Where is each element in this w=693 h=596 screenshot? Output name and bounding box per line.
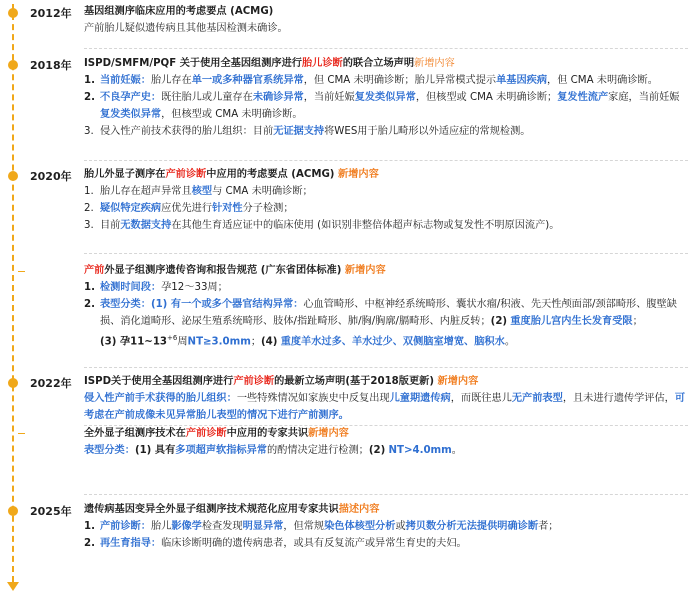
text-segment: 的酌情决定进行检测； [266, 445, 369, 456]
tag-new: 新增内容 [338, 169, 379, 180]
text-segment: 检测时间段： [100, 282, 162, 293]
text-segment: 胎儿诊断 [301, 58, 343, 69]
entry-expert-consensus [84, 425, 688, 459]
divider [84, 48, 688, 49]
text-segment: (3) 孕11~13 [100, 336, 168, 348]
timeline-arrow-icon [7, 582, 19, 591]
timeline-tick [18, 433, 25, 434]
list-item [84, 535, 688, 552]
text-segment: ，当前妊娠 [303, 92, 355, 103]
entry-text: 产前胎儿疑似遗传病且其他基因检测未确诊。 [84, 23, 288, 34]
text-segment: ，而既往患儿 [450, 393, 512, 404]
text-segment: (2) [368, 445, 386, 456]
entry-title [84, 425, 688, 442]
text-segment: 目前 [100, 220, 121, 231]
entry-text [84, 442, 688, 459]
text-segment: 可考虑在产前成像未见异常胎儿表型的情况下进行产前测序。 [84, 393, 686, 421]
text-segment: 表型分类： [100, 299, 151, 310]
text-segment: 一些特殊情况如家族史中反复出现 [236, 393, 390, 404]
entry-title [84, 55, 688, 72]
text-segment: 1. [84, 282, 95, 293]
text-segment: 1. [84, 521, 95, 532]
text-segment: 。 [504, 336, 515, 348]
text-segment: 胎儿存在 [150, 75, 192, 86]
tag-new: 新增内容 [344, 265, 386, 276]
text-segment: 产前诊断 [165, 169, 207, 180]
year-label: 2025年 [30, 505, 72, 518]
entry-title [84, 262, 688, 279]
list-item [84, 279, 688, 296]
list-item [84, 217, 688, 234]
text-segment: 临床诊断明确的遗传病患者，或具有反复流产或异常生育史的夫妇。 [161, 538, 467, 549]
year-label: 2018年 [30, 59, 72, 72]
text-segment: 的最新立场声明(基于2018版更新) [274, 376, 434, 387]
text-segment: ，但核型或 CMA 未明确诊断。 [161, 109, 303, 120]
text-segment: 2. [84, 299, 95, 310]
text-segment: 复发性流产 [557, 92, 609, 103]
text-segment: ，但 CMA 未明确诊断。 [547, 75, 658, 86]
text-segment: ； [250, 336, 262, 348]
text-segment: 3. [84, 126, 94, 137]
text-segment: 分子检测； [242, 203, 294, 214]
timeline-dot [8, 60, 18, 70]
text-segment: 全外显子组测序技术在 [84, 428, 186, 439]
list-item [84, 518, 688, 535]
text-segment: ISPD/SMFM/PQF 关于使用全基因组测序进行 [84, 58, 302, 69]
text-segment: 中应用的考虑要点 (ACMG) [206, 169, 335, 180]
text-segment: 外显子组测序遗传咨询和报告规范 (广东省团体标准) [104, 265, 342, 276]
text-segment: (1) 具有 [134, 445, 176, 456]
tag-describe: 描述内容 [338, 504, 380, 515]
entry-title [84, 373, 688, 390]
text-segment: 在其他生育适应证中的临床使用 (如识别非整倍体超声标志物或复发性不明原因流产)。 [171, 220, 560, 231]
list-item [84, 89, 688, 123]
text-segment: 产前 [84, 265, 105, 276]
text-segment: 应优先进行 [161, 203, 213, 214]
text-segment: 家庭，当前妊娠 [608, 92, 680, 103]
text-segment: (1) 有一个或多个器官结构异常： [150, 299, 304, 310]
text-segment: 复发类似异常 [100, 109, 162, 120]
entry-guangdong [84, 262, 688, 350]
list-item [84, 183, 688, 200]
text-segment: ISPD关于使用全基因组测序进行 [84, 376, 234, 387]
text-segment: ，且未进行遗传学评估， [562, 393, 675, 404]
text-segment: 复发类似异常 [354, 92, 416, 103]
list-item: 2. 表型分类：(1) 有一个或多个器官结构异常：心血管畸形、中枢神经系统畸形、囊状水瘤/积液、先天性颅面部/颈部畸形、腹壁缺损、消化道畸形、泌尿生殖系统畸形、肢体/指趾畸形、肺/胸/胸廓/膈畸形、内脏反转；(2) 重度胎儿宫内生长发育受限； (3) 孕$11\sim 13^{+6}$周NT≥3.0mm；(4) 重度羊水过多、羊水过少、双侧脑室增宽、脑积水。 [84, 296, 688, 350]
timeline-dot [8, 8, 18, 18]
text-segment: 胎儿外显子测序在 [84, 169, 166, 180]
entry-title [84, 166, 688, 183]
timeline-dot [8, 378, 18, 388]
text-segment: 产前诊断： [100, 521, 151, 532]
list-item [84, 123, 688, 140]
entry-2018 [84, 55, 688, 140]
text-segment: 检查发现 [201, 521, 243, 532]
timeline-tick [18, 271, 25, 272]
text-segment: 者； [538, 521, 559, 532]
text-segment: 2. [84, 92, 95, 103]
text-segment: 再生育指导： [100, 538, 162, 549]
timeline-line [12, 4, 14, 582]
text-segment: 胎儿存在超声异常且 [100, 186, 192, 197]
divider [84, 367, 688, 368]
text-segment: 重度羊水过多、羊水过少、双侧脑室增宽、脑积水 [280, 336, 505, 348]
text-segment: (4) [261, 336, 278, 348]
text-segment: 将WES用于胎儿畸形以外适应症的常规检测。 [324, 126, 531, 137]
list-item [84, 72, 688, 89]
text-segment: 孕12～33周； [161, 282, 228, 293]
text-segment: 周 [177, 336, 188, 348]
text-segment: 侵入性产前技术获得的胎儿组织：目前 [100, 126, 274, 137]
text-segment: 1. [84, 75, 95, 86]
text-segment: NT>4.0mm [388, 445, 452, 456]
text-segment: 疑似特定疾病 [100, 203, 162, 214]
text-segment: 单一或多种器官系统异常 [191, 75, 304, 86]
tag-new: 新增内容 [308, 428, 349, 439]
entry-title [84, 501, 688, 518]
text-segment: 染色体核型分析 [324, 521, 396, 532]
text-segment: ，但 CMA 未明确诊断；胎儿异常模式提示 [303, 75, 497, 86]
divider [84, 160, 688, 161]
text-segment: (2) [490, 316, 508, 327]
text-segment: 针对性 [212, 203, 243, 214]
text-segment: 不良孕产史： [100, 92, 162, 103]
text-segment: 既往胎儿或儿童存在 [161, 92, 253, 103]
divider [84, 494, 688, 495]
entry-text [84, 390, 688, 424]
text-segment: 核型 [191, 186, 213, 197]
text-segment: 遗传病基因变异全外显子组测序技术规范化应用专家共识 [84, 504, 339, 515]
list-item [84, 200, 688, 217]
text-segment: 表型分类： [84, 445, 135, 456]
year-label: 2020年 [30, 170, 72, 183]
text-segment: ，但常规 [283, 521, 325, 532]
text-segment: NT≥3.0mm [187, 336, 251, 348]
text-segment: 。 [451, 445, 462, 456]
text-segment: 多项超声软指标异常 [175, 445, 267, 456]
text-segment: 未确诊异常 [252, 92, 304, 103]
text-segment: 2. [84, 203, 94, 214]
text-segment: 当前妊娠： [100, 75, 151, 86]
divider [84, 253, 688, 254]
text-segment: 中应用的专家共识 [226, 428, 309, 439]
text-segment: 重度胎儿宫内生长发育受限 [510, 316, 633, 327]
entry-title: 基因组测序临床应用的考虑要点 (ACMG) [84, 6, 274, 17]
text-segment: 产前诊断 [233, 376, 275, 387]
text-segment: 或 [395, 521, 406, 532]
text-segment: 胎儿 [150, 521, 172, 532]
year-label: 2022年 [30, 377, 72, 390]
text-segment: 影像学 [171, 521, 202, 532]
text-segment: 明显异常 [242, 521, 284, 532]
entry-2025 [84, 501, 688, 552]
tag-new: 新增内容 [437, 376, 479, 387]
text-segment: 产前诊断 [185, 428, 227, 439]
text-segment: 心血管畸形、中枢神经系统畸形、囊状水瘤/积液、先天性颅面部/颈部畸形、腹壁缺损、消化道畸形、泌尿生殖系统畸形、肢体/指趾畸形、肺/胸/胸廓/膈畸形、内脏反转； [100, 299, 677, 327]
text-segment: 无证据支持 [273, 126, 325, 137]
entry-2022 [84, 373, 688, 424]
text-segment: 无产前表型 [511, 393, 563, 404]
text-segment: 3. [84, 220, 94, 231]
year-label: 2012年 [30, 7, 72, 20]
text-segment: ； [632, 316, 643, 327]
timeline-dot [8, 171, 18, 181]
timeline-dot [8, 506, 18, 516]
tag-new: 新增内容 [414, 58, 455, 69]
text-segment: ，但核型或 CMA 未明确诊断； [415, 92, 558, 103]
text-segment: 与 CMA 未明确诊断； [212, 186, 313, 197]
entry-2020 [84, 166, 688, 234]
text-segment: 单基因疾病 [496, 75, 548, 86]
text-segment: 1. [84, 186, 94, 197]
text-segment: 侵入性产前手术获得的胎儿组织： [84, 393, 237, 404]
text-segment: 无数据支持 [120, 220, 172, 231]
text-segment: 2. [84, 538, 95, 549]
entry-2012 [84, 3, 688, 37]
text-segment: 的联合立场声明 [342, 58, 415, 69]
text-segment: 拷贝数分析无法提供明确诊断 [405, 521, 539, 532]
text-segment: 儿童期遗传病 [389, 393, 451, 404]
